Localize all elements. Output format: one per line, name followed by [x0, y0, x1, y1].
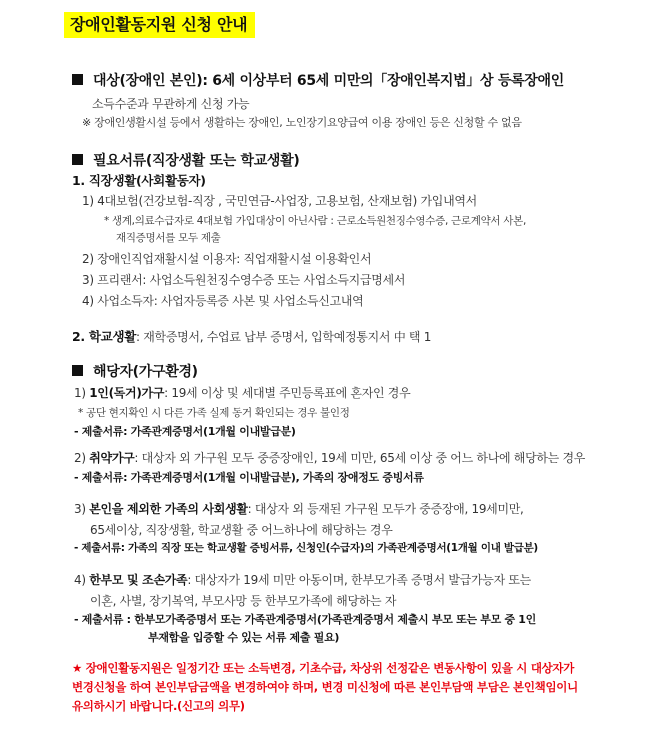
square-bullet-icon — [72, 365, 83, 376]
doc-item-insurance-note: * 생계,의료수급자로 4대보험 가입대상이 아닌사람 : 근로소득원천징수영수증, 근로계약서 사본, — [104, 215, 527, 227]
doc-item-business: 4) 사업소득자: 사업자등록증 사본 및 사업소득신고내역 — [82, 294, 364, 308]
school-life-title: 2. 학교생활 — [72, 329, 136, 344]
square-bullet-icon — [72, 74, 83, 85]
household-single-parent-text-cont: 이혼, 사별, 장기복역, 부모사망 등 한부모가족에 해당하는 자 — [90, 594, 397, 608]
household-vulnerable-text: : 대상자 외 가구원 모두 중증장애인, 19세 미만, 65세 이상 중 어느 하나에 해당하는 경우 — [134, 451, 586, 465]
section-household-heading — [72, 361, 198, 381]
household-single-parent — [74, 571, 531, 588]
household-single — [74, 384, 410, 401]
household-single-docs: - 제출서류: 가족관계증명서(1개월 이내발급분) — [74, 425, 296, 438]
household-family-social-docs: - 제출서류: 가족의 직장 또는 학교생활 증빙서류, 신청인(수급자)의 가족관계증명서(1개월 이내 발급분) — [74, 542, 538, 554]
household-vulnerable — [74, 449, 585, 466]
household-family-social — [74, 500, 524, 517]
household-single-title: 1인(독거)가구 — [89, 386, 165, 400]
work-life-title: 1. 직장생활(사회활동자) — [72, 173, 206, 188]
school-life-docs: : 재학증명서, 수업료 납부 증명서, 입학예정통지서 中 택 1 — [136, 330, 432, 344]
ineligible-note: ※ 장애인생활시설 등에서 생활하는 장애인, 노인장기요양급여 이용 장애인 등은 신청할 수 없음 — [82, 116, 522, 129]
household-vulnerable-num: 2) — [74, 451, 86, 465]
household-vulnerable-docs: - 제출서류: 가족관계증명서(1개월 이내발급분), 가족의 장애정도 증빙서류 — [74, 471, 424, 484]
doc-item-insurance: 1) 4대보험(건강보험-직장 , 국민연금-사업장, 고용보험, 산재보험) 가입내역서 — [82, 194, 477, 208]
household-single-text: : 19세 이상 및 세대별 주민등록표에 혼자인 경우 — [164, 386, 411, 400]
section-target-heading — [72, 70, 564, 90]
notice-line-3: 유의하시기 바랍니다.(신고의 의무) — [72, 699, 245, 713]
household-single-note: * 공단 현지확인 시 다른 가족 실제 동거 확인되는 경우 불인정 — [78, 407, 350, 419]
section-documents-heading — [72, 150, 299, 170]
household-single-parent-text: : 대상자가 19세 미만 아동이며, 한부모가족 증명서 발급가능자 또는 — [187, 573, 531, 587]
school-life-line — [72, 327, 431, 345]
section-household-heading-text: 해당자(가구환경) — [93, 364, 198, 380]
household-family-social-num: 3) — [74, 502, 86, 516]
notice-line-2: 변경신청을 하여 본인부담금액을 변경하여야 하며, 변경 미신청에 따른 본인부담액 부담은 본인책임이니 — [72, 680, 578, 694]
doc-item-freelancer: 3) 프리랜서: 사업소득원천징수영수증 또는 사업소득지급명세서 — [82, 273, 406, 287]
household-family-social-text-cont: 65세이상, 직장생활, 학교생활 중 어느하나에 해당하는 경우 — [90, 523, 393, 537]
section-target-heading-text: 대상(장애인 본인): 6세 이상부터 65세 미만의「장애인복지법」상 등록장애인 — [93, 73, 564, 89]
household-single-num: 1) — [74, 386, 86, 400]
notice-line-1: ★ 장애인활동지원은 일정기간 또는 소득변경, 기초수급, 차상위 선정같은 변동사항이 있을 시 대상자가 — [72, 661, 575, 675]
doc-item-insurance-note-cont: 재직증명서를 모두 제출 — [116, 232, 221, 244]
household-family-social-text: : 대상자 외 등재된 가구원 모두가 중증장애, 19세미만, — [247, 502, 524, 516]
doc-item-rehab: 2) 장애인직업재활시설 이용자: 직업재활시설 이용확인서 — [82, 252, 372, 266]
square-bullet-icon — [72, 154, 83, 165]
household-single-parent-docs: - 제출서류 : 한부모가족증명서 또는 가족관계증명서(가족관계증명서 제출시 부모 또는 부모 중 1인 — [74, 613, 536, 626]
page-title: 장애인활동지원 신청 안내 — [64, 12, 255, 38]
household-single-parent-title: 한부모 및 조손가족 — [89, 573, 188, 587]
section-documents-heading-text: 필요서류(직장생활 또는 학교생활) — [93, 153, 300, 169]
household-single-parent-num: 4) — [74, 573, 86, 587]
household-single-parent-docs-cont: 부재함을 입증할 수 있는 서류 제출 필요) — [148, 631, 340, 644]
income-note: 소득수준과 무관하게 신청 가능 — [92, 97, 250, 111]
household-family-social-title: 본인을 제외한 가족의 사회생활 — [89, 502, 248, 516]
household-vulnerable-title: 취약가구 — [89, 451, 135, 465]
